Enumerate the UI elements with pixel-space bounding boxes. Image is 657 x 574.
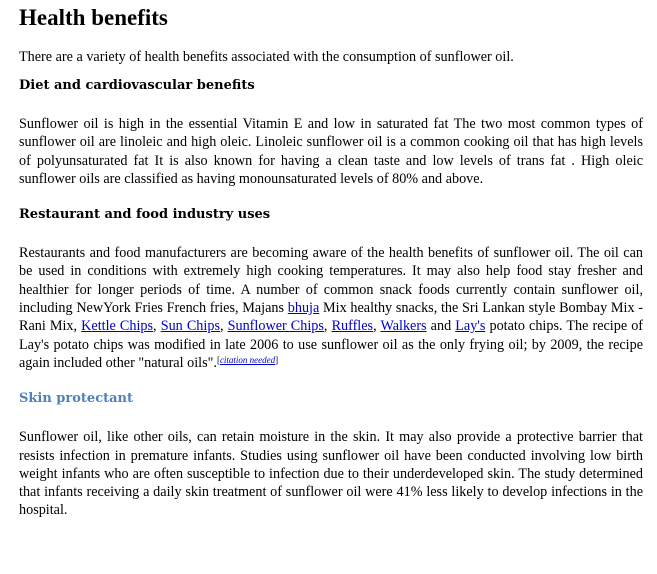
diet-heading: Diet and cardiovascular benefits	[19, 78, 255, 93]
restaurant-text: ,	[219, 318, 228, 335]
link-lays[interactable]: Lay's	[455, 318, 486, 335]
citation-needed-link[interactable]: citation needed	[219, 354, 276, 365]
citation-needed	[217, 355, 278, 365]
restaurant-text: ,	[373, 318, 381, 335]
link-walkers[interactable]: Walkers	[380, 318, 427, 335]
link-sun-chips[interactable]: Sun Chips	[160, 318, 220, 335]
skin-heading: Skin protectant	[19, 391, 133, 407]
restaurant-text: Restaurants and food manufacturers are becoming aware of the health benefits of sunflower oil. The oil can be used in conditions with extremely high cooking temperatures. It may also help food stay fresher and healthier for longer periods of time. A number of common snack foods currently contain sunflower oil, including NewYork Fries French fries, Majans	[19, 245, 643, 317]
link-kettle-chips[interactable]: Kettle Chips	[81, 318, 154, 335]
citation-bracket: [	[216, 354, 220, 365]
restaurant-text: ,	[323, 318, 332, 335]
section-title: Health benefits	[19, 5, 168, 30]
citation-bracket: ]	[275, 354, 279, 365]
skin-paragraph: Sunflower oil, like other oils, can retain moisture in the skin. It may also provide a protective barrier that resists infection in premature infants. Studies using sunflower oil have been conducted involving low birth weight infants who are often susceptible to infection due to their underdeveloped skin. The study determined that infants receiving a daily skin treatment of sunflower oil were 41% less likely to develop infections in the hospital.	[19, 429, 643, 519]
link-ruffles[interactable]: Ruffles	[331, 318, 374, 335]
link-bhuja[interactable]: bhuja	[287, 300, 320, 317]
restaurant-text: and	[426, 318, 456, 335]
diet-paragraph: Sunflower oil is high in the essential Vitamin E and low in saturated fat The two most common types of sunflower oil are linoleic and high oleic. Linoleic sunflower oil is a common cooking oil that has high levels of polyunsaturated fat It is also known for having a clean taste and low levels of trans fat . High oleic sunflower oils are classified as having monounsaturated levels of 80% and above.	[19, 116, 643, 187]
restaurant-text: potato chips. The recipe of Lay's potato chips was modified in late 2006 to use sunflower oil as the only frying oil; by 2009, the recipe again included other "natural oils".	[19, 318, 644, 371]
restaurant-heading: Restaurant and food industry uses	[19, 207, 271, 223]
restaurant-text: Mix healthy snacks, the Sri Lankan style Bombay Mix - Rani Mix,	[19, 300, 643, 335]
link-sunflower-chips[interactable]: Sunflower Chips	[227, 318, 324, 335]
restaurant-text: ,	[153, 318, 161, 335]
restaurant-paragraph	[19, 244, 643, 372]
intro-paragraph: There are a variety of health benefits associated with the consumption of sunflower oil.	[19, 49, 514, 65]
